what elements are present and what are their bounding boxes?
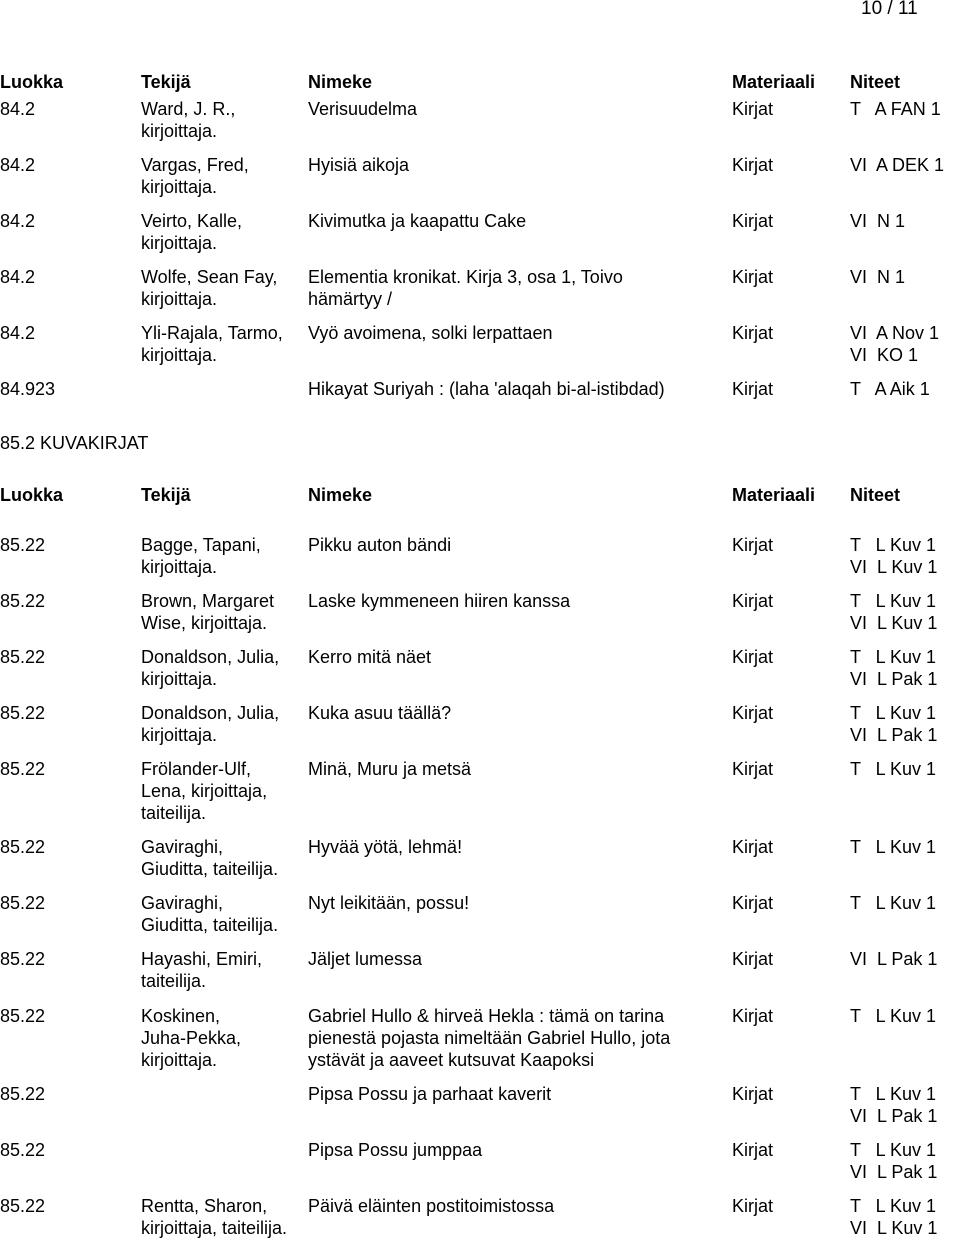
cell-tekija-line: Frölander-Ulf, [141, 759, 252, 779]
cell-tekija-line: Veirto, Kalle, [141, 211, 243, 231]
cell-niteet [850, 1083, 937, 1127]
cell-materiaali: Kirjat [732, 703, 774, 723]
cell-materiaali: Kirjat [732, 949, 774, 969]
cell-nimeke-line: Pipsa Possu jumppaa [308, 1140, 483, 1160]
cell-tekija-line: Giuditta, taiteilija. [141, 915, 279, 935]
cell-niteet [850, 1139, 937, 1183]
cell-tekija [141, 702, 279, 746]
cell-tekija [141, 98, 235, 142]
table-header-1 [0, 71, 960, 93]
cell-tekija-line: Lena, kirjoittaja, [141, 781, 268, 801]
cell-niteet [850, 266, 905, 288]
cell-nimeke-line: Verisuudelma [308, 99, 418, 119]
page-number: 10 / 11 [861, 0, 918, 19]
header-nimeke: Nimeke [308, 485, 373, 505]
cell-niteet-line: T L Kuv 1 [850, 1140, 937, 1160]
cell-nimeke-line: Hyisiä aikoja [308, 155, 410, 175]
cell-tekija-line: Ward, J. R., [141, 99, 236, 119]
cell-niteet-line: VI KO 1 [850, 345, 919, 365]
header-materiaali: Materiaali [732, 72, 816, 92]
cell-nimeke-line: Vyö avoimena, solki lerpattaen [308, 323, 553, 343]
cell-nimeke-line: Päivä eläinten postitoimistossa [308, 1196, 555, 1216]
cell-luokka: 84.2 [0, 155, 36, 175]
cell-materiaali: Kirjat [732, 1006, 774, 1026]
cell-nimeke [308, 1083, 551, 1105]
cell-materiaali: Kirjat [732, 155, 774, 175]
cell-niteet [850, 154, 944, 176]
cell-tekija-line: Gaviraghi, [141, 837, 224, 857]
cell-tekija-line: taiteilija. [141, 803, 207, 823]
cell-nimeke-line: Elementia kronikat. Kirja 3, osa 1, Toivo [308, 267, 623, 287]
cell-tekija [141, 266, 277, 310]
cell-materiaali: Kirjat [732, 1140, 774, 1160]
cell-materiaali: Kirjat [732, 837, 774, 857]
cell-tekija [141, 154, 249, 198]
cell-niteet-line: T A Aik 1 [850, 379, 930, 399]
cell-niteet-line: VI L Pak 1 [850, 725, 938, 745]
cell-nimeke [308, 1195, 554, 1217]
cell-nimeke [308, 892, 469, 914]
cell-nimeke [308, 646, 431, 668]
cell-tekija-line: kirjoittaja. [141, 233, 218, 253]
cell-nimeke-line: Hyvää yötä, lehmä! [308, 837, 463, 857]
cell-nimeke [308, 154, 409, 176]
cell-materiaali: Kirjat [732, 99, 774, 119]
cell-luokka: 84.2 [0, 323, 36, 343]
cell-materiaali: Kirjat [732, 1084, 774, 1104]
cell-tekija [141, 322, 283, 366]
cell-tekija-line: taiteilija. [141, 971, 207, 991]
cell-nimeke-line: Jäljet lumessa [308, 949, 423, 969]
cell-tekija-line: kirjoittaja. [141, 725, 218, 745]
cell-niteet-line: VI L Pak 1 [850, 949, 938, 969]
cell-niteet [850, 378, 930, 400]
cell-nimeke [308, 1139, 482, 1161]
cell-tekija-line: Bagge, Tapani, [141, 535, 261, 555]
cell-nimeke [308, 378, 665, 400]
header-nimeke: Nimeke [308, 72, 373, 92]
cell-tekija [141, 1195, 287, 1239]
cell-nimeke [308, 702, 451, 724]
cell-luokka: 84.2 [0, 99, 36, 119]
section-title: 85.2 KUVAKIRJAT [0, 433, 149, 453]
cell-niteet-line: T A FAN 1 [850, 99, 941, 119]
cell-nimeke [308, 836, 462, 858]
cell-niteet-line: VI L Pak 1 [850, 1162, 938, 1182]
cell-tekija-line: kirjoittaja. [141, 557, 218, 577]
cell-niteet [850, 646, 937, 690]
cell-luokka: 85.22 [0, 837, 46, 857]
cell-niteet [850, 1005, 936, 1027]
header-luokka: Luokka [0, 485, 64, 505]
cell-nimeke [308, 322, 552, 344]
cell-nimeke-line: hämärtyy / [308, 289, 393, 309]
cell-nimeke-line: ystävät ja aaveet kutsuvat Kaapoksi [308, 1050, 595, 1070]
cell-materiaali: Kirjat [732, 1196, 774, 1216]
cell-luokka: 85.22 [0, 949, 46, 969]
cell-tekija [141, 948, 262, 992]
cell-tekija-line: Yli-Rajala, Tarmo, [141, 323, 283, 343]
cell-niteet-line: VI A DEK 1 [850, 155, 945, 175]
cell-nimeke [308, 534, 451, 556]
cell-luokka: 85.22 [0, 703, 46, 723]
cell-niteet [850, 1195, 937, 1239]
cell-tekija-line: Donaldson, Julia, [141, 703, 280, 723]
cell-tekija [141, 892, 278, 936]
cell-niteet-line: T L Kuv 1 [850, 1006, 937, 1026]
cell-tekija [141, 534, 261, 578]
cell-niteet [850, 702, 937, 746]
cell-luokka: 85.22 [0, 1006, 46, 1026]
cell-luokka: 85.22 [0, 535, 46, 555]
cell-niteet [850, 534, 937, 578]
cell-nimeke-line: Kivimutka ja kaapattu Cake [308, 211, 527, 231]
cell-nimeke [308, 210, 526, 232]
cell-niteet-line: VI A Nov 1 [850, 323, 940, 343]
cell-niteet-line: T L Kuv 1 [850, 1084, 937, 1104]
cell-tekija-line: Wolfe, Sean Fay, [141, 267, 278, 287]
cell-luokka: 85.22 [0, 1084, 46, 1104]
cell-nimeke-line: Kuka asuu täällä? [308, 703, 452, 723]
header-niteet: Niteet [850, 485, 901, 505]
cell-niteet-line: T L Kuv 1 [850, 647, 937, 667]
cell-tekija [141, 836, 278, 880]
cell-materiaali: Kirjat [732, 535, 774, 555]
header-materiaali: Materiaali [732, 485, 816, 505]
cell-luokka: 85.22 [0, 591, 46, 611]
cell-tekija-line: kirjoittaja. [141, 345, 218, 365]
cell-materiaali: Kirjat [732, 211, 774, 231]
cell-niteet [850, 948, 937, 970]
cell-tekija-line: kirjoittaja. [141, 669, 218, 689]
cell-nimeke-line: Laske kymmeneen hiiren kanssa [308, 591, 571, 611]
cell-tekija-line: Vargas, Fred, [141, 155, 249, 175]
cell-materiaali: Kirjat [732, 647, 774, 667]
cell-niteet-line: T L Kuv 1 [850, 535, 937, 555]
cell-luokka: 85.22 [0, 1140, 46, 1160]
cell-materiaali: Kirjat [732, 759, 774, 779]
cell-niteet-line: VI L Kuv 1 [850, 613, 938, 633]
cell-tekija [141, 210, 242, 254]
cell-nimeke-line: Kerro mitä näet [308, 647, 432, 667]
cell-niteet-line: VI N 1 [850, 267, 906, 287]
cell-tekija [141, 590, 274, 634]
cell-nimeke-line: Nyt leikitään, possu! [308, 893, 470, 913]
cell-niteet-line: T L Kuv 1 [850, 703, 937, 723]
cell-niteet [850, 210, 905, 232]
cell-niteet-line: VI L Kuv 1 [850, 557, 938, 577]
cell-tekija [141, 1005, 241, 1071]
cell-niteet-line: VI L Pak 1 [850, 1106, 938, 1126]
cell-tekija-line: Donaldson, Julia, [141, 647, 280, 667]
cell-nimeke-line: Pikku auton bändi [308, 535, 452, 555]
cell-luokka: 84.2 [0, 267, 36, 287]
cell-nimeke [308, 1005, 670, 1071]
cell-materiaali: Kirjat [732, 267, 774, 287]
cell-nimeke [308, 758, 471, 780]
cell-niteet [850, 758, 936, 780]
cell-niteet [850, 590, 937, 634]
cell-tekija-line: Koskinen, [141, 1006, 221, 1026]
header-tekija: Tekijä [141, 485, 191, 505]
cell-niteet-line: VI L Pak 1 [850, 669, 938, 689]
cell-nimeke [308, 98, 417, 120]
cell-tekija-line: Brown, Margaret [141, 591, 275, 611]
cell-niteet-line: T L Kuv 1 [850, 591, 937, 611]
cell-tekija-line: Giuditta, taiteilija. [141, 859, 279, 879]
cell-nimeke-line: Hikayat Suriyah : (laha 'alaqah bi-al-istibdad) [308, 379, 665, 399]
cell-luokka: 85.22 [0, 1196, 46, 1216]
cell-niteet [850, 892, 936, 914]
cell-niteet [850, 836, 936, 858]
cell-niteet-line: VI N 1 [850, 211, 906, 231]
cell-niteet [850, 322, 939, 366]
cell-nimeke [308, 266, 623, 310]
cell-niteet-line: T L Kuv 1 [850, 837, 937, 857]
cell-nimeke-line: pienestä pojasta nimeltään Gabriel Hullo, jota [308, 1028, 671, 1048]
cell-niteet-line: T L Kuv 1 [850, 759, 937, 779]
cell-luokka: 85.22 [0, 893, 46, 913]
cell-nimeke-line: Gabriel Hullo & hirveä Hekla : tämä on tarina [308, 1006, 665, 1026]
cell-niteet [850, 98, 941, 120]
table-header-2 [0, 484, 960, 506]
cell-materiaali: Kirjat [732, 323, 774, 343]
cell-tekija-line: kirjoittaja. [141, 1050, 218, 1070]
header-tekija: Tekijä [141, 72, 191, 92]
cell-tekija-line: kirjoittaja. [141, 289, 218, 309]
header-luokka: Luokka [0, 72, 64, 92]
cell-tekija-line: kirjoittaja, taiteilija. [141, 1218, 288, 1238]
cell-tekija-line: Juha-Pekka, [141, 1028, 242, 1048]
cell-luokka: 85.22 [0, 647, 46, 667]
header-niteet: Niteet [850, 72, 901, 92]
cell-materiaali: Kirjat [732, 591, 774, 611]
cell-niteet-line: T L Kuv 1 [850, 893, 937, 913]
cell-tekija-line: kirjoittaja. [141, 177, 218, 197]
cell-nimeke [308, 590, 570, 612]
cell-luokka: 84.923 [0, 379, 56, 399]
cell-tekija-line: kirjoittaja. [141, 121, 218, 141]
cell-materiaali: Kirjat [732, 379, 774, 399]
cell-tekija [141, 758, 267, 824]
cell-luokka: 85.22 [0, 759, 46, 779]
cell-tekija-line: Wise, kirjoittaja. [141, 613, 268, 633]
cell-nimeke-line: Pipsa Possu ja parhaat kaverit [308, 1084, 552, 1104]
cell-tekija-line: Rentta, Sharon, [141, 1196, 268, 1216]
cell-niteet-line: VI L Kuv 1 [850, 1218, 938, 1238]
cell-nimeke [308, 948, 422, 970]
cell-luokka: 84.2 [0, 211, 36, 231]
cell-tekija-line: Hayashi, Emiri, [141, 949, 263, 969]
cell-nimeke-line: Minä, Muru ja metsä [308, 759, 472, 779]
cell-materiaali: Kirjat [732, 893, 774, 913]
cell-tekija-line: Gaviraghi, [141, 893, 224, 913]
cell-niteet-line: T L Kuv 1 [850, 1196, 937, 1216]
cell-tekija [141, 646, 279, 690]
